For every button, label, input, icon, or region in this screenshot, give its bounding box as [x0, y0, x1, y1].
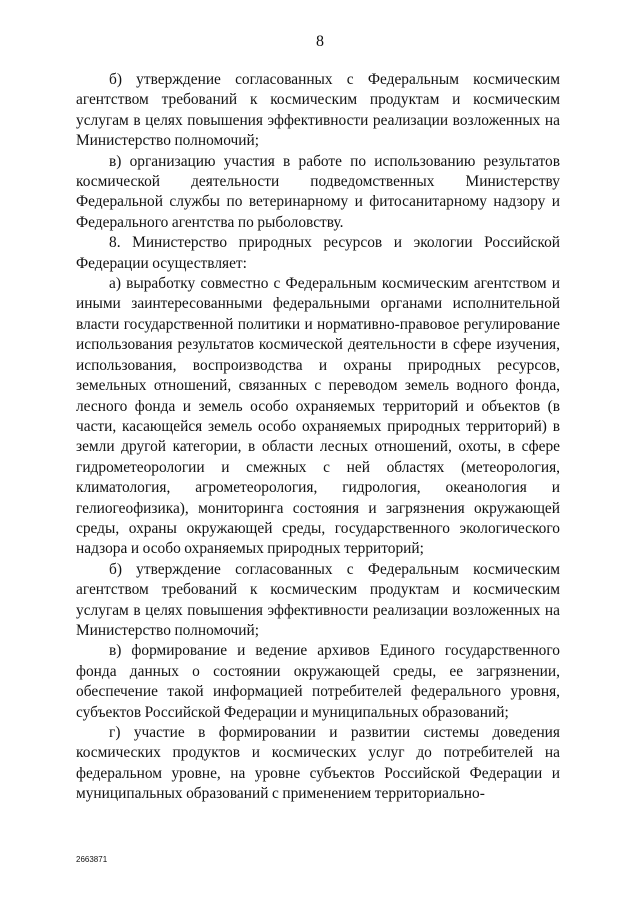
paragraph-item-v-2: в) формирование и ведение архивов Единого государственного фонда данных о состоянии окружающей среды, ее загрязнении, обеспечение такой информацией потребителей федерального уровня, субъектов Российской Федерации и муниципальных образований;	[76, 642, 560, 721]
paragraph-item-v-1: в) организацию участия в работе по использованию результатов космической деятельности подведомственных Министерству Федеральной службы по ветеринарному и фитосанитарному надзору и Федерального агентства по рыболовству.	[76, 152, 560, 231]
document-body	[76, 70, 560, 805]
page-number: 8	[316, 33, 324, 50]
paragraph-item-b-1: б) утверждение согласованных с Федеральным космическим агентством требований к космическим продуктам и космическим услугам в целях повышения эффективности реализации возложенных на Министерство полномочий;	[76, 71, 560, 150]
paragraph-item-b-2: б) утверждение согласованных с Федеральным космическим агентством требований к космическим продуктам и космическим услугам в целях повышения эффективности реализации возложенных на Министерство полномочий;	[76, 560, 560, 639]
document-id: 2663871	[76, 855, 108, 864]
paragraph-item-g: г) участие в формировании и развитии системы доведения космических продуктов и космических услуг до потребителей на федеральном уровне, на уровне субъектов Российской Федерации и муниципальных образований с применением территориально-	[76, 724, 560, 803]
paragraph-item-a: а) выработку совместно с Федеральным космическим агентством и иными заинтересованными федеральными органами исполнительной власти государственной политики и нормативно-правовое регулирование использования результатов космической деятельности в сфере изучения, использования, воспроизводства и охраны природных ресурсов, земельных отношений, связанных с переводом земель водного фонда, лесного фонда и земель особо охраняемых территорий и объектов (в части, касающейся земель особо охраняемых природных территорий) в земли другой категории, в области лесных отношений, охоты, в сфере гидрометеорологии и смежных с ней областях (метеорология, климатология, агрометеорология, гидрология, океанология и гелиогеофизика), мониторинга состояния и загрязнения окружающей среды, охраны окружающей среды, государственного экологического надзора и особо охраняемых природных территорий;	[76, 275, 560, 558]
paragraph-clause-8: 8. Министерство природных ресурсов и экологии Российской Федерации осуществляет:	[76, 234, 560, 272]
